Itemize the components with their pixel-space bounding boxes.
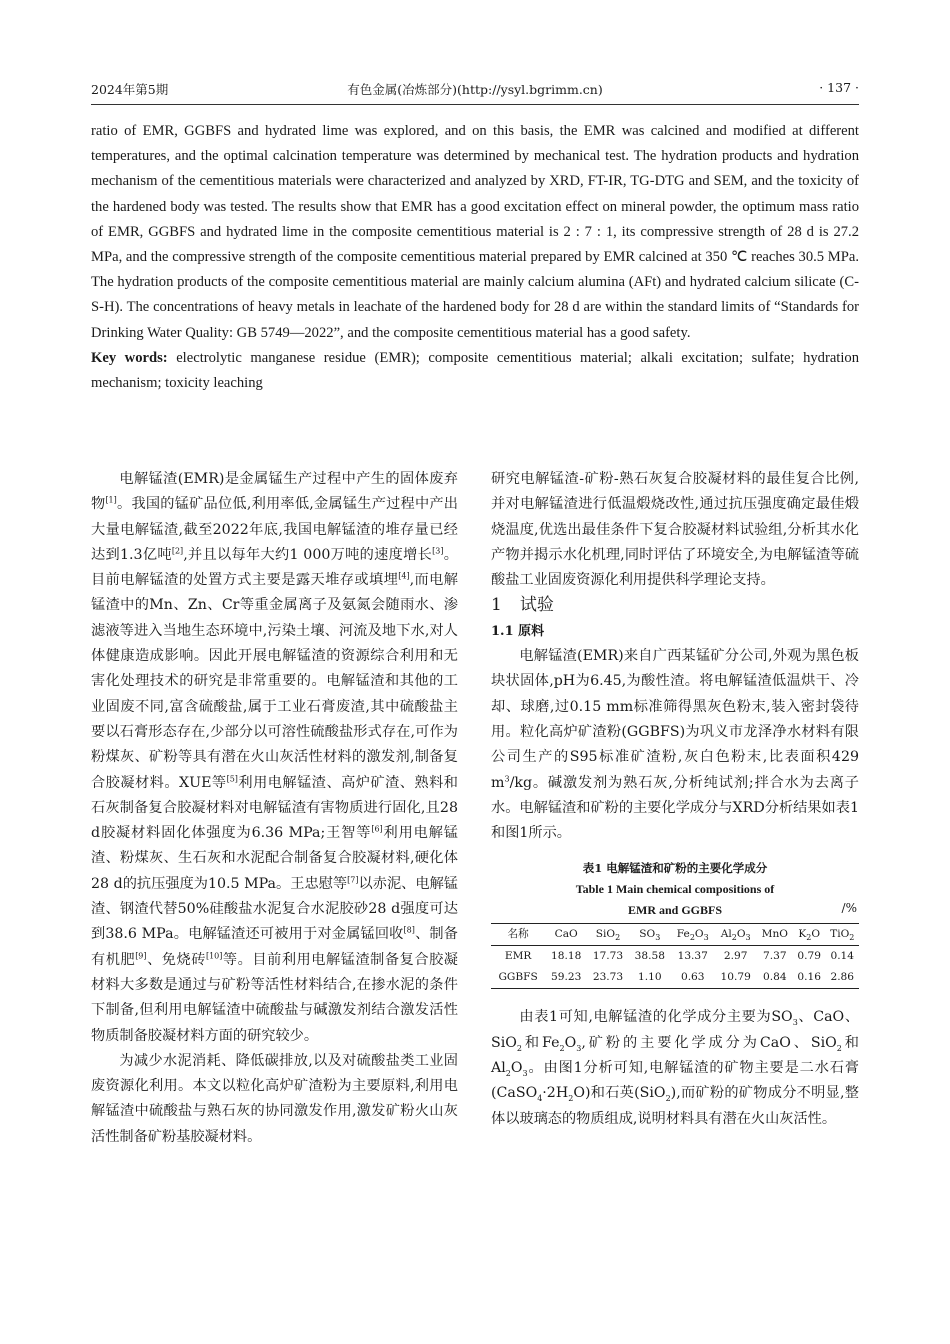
table-header: 名称 (507, 928, 529, 941)
table-cell: EMR (504, 950, 532, 963)
keywords-label: Key words: (91, 349, 168, 366)
composition-table (491, 923, 859, 989)
table-cell: 0.79 (797, 950, 822, 963)
analysis-paragraph: 由表1可知,电解锰渣的化学成分主要为$SO_3$、CaO、SiO$_2$和$Fe_2O_3$,矿粉的主要化学成分为CaO、SiO$_2$和$Al_2O_3$。由图1分析可知,电解锰渣的矿物主要是二水石膏$(CaSO_4\cdot 2H_2O)$和石英(SiO$_2$),而矿粉的矿物成分不明显,整体以玻璃态的物质组成,说明材料具有潜在火山灰活性。 (491, 1009, 860, 1127)
citation[interactable]: [5] (226, 773, 238, 783)
section-heading (491, 593, 859, 618)
table-cell: 18.18 (551, 950, 582, 963)
table-cell: 17.73 (592, 950, 624, 963)
intro-paragraph-continued: 研究电解锰渣-矿粉-熟石灰复合胶凝材料的最佳复合比例,并对电解锰渣进行低温煅烧改性,通过抗压强度确定最佳煅烧温度,优选出最佳条件下复合胶凝材料试验组,分析其水化产物并揭示水化机理,同时评估了环境安全,为电解锰渣等硫酸盐工业固废资源化利用提供科学理论支持。 (491, 471, 859, 589)
header-rule (91, 104, 859, 105)
journal-title: 有色金属(冶炼部分)(http://ysyl.bgrimm.cn) (347, 82, 603, 97)
section-title: 试验 (519, 595, 554, 616)
intro-paragraph-2: 为减少水泥消耗、降低碳排放,以及对硫酸盐类工业固废资源化利用。本文以粒化高炉矿渣粉为主要原料,利用电解锰渣中硫酸盐与熟石灰的协同激发作用,激发矿粉火山灰活性制备矿粉基胶凝材料。 (91, 1052, 458, 1145)
citation[interactable]: [4] (398, 571, 410, 581)
table-cell: 2.86 (830, 971, 855, 984)
table-caption-en: Table 1 Main chemical compositions of (575, 882, 775, 897)
table-cell: 13.37 (677, 950, 708, 963)
citation[interactable]: [6] (371, 824, 383, 834)
keywords (91, 346, 859, 396)
table-row (491, 967, 859, 989)
table-cell: 38.58 (634, 950, 665, 963)
table-header: $Al_2O_3$ (720, 928, 751, 943)
section-number: 1 (491, 595, 502, 616)
citation[interactable]: [9] (135, 950, 147, 960)
table-cell: GGBFS (498, 971, 538, 984)
citation[interactable]: [8] (403, 925, 415, 935)
table-header: CaO (554, 928, 578, 941)
table-cell: 23.73 (592, 971, 624, 984)
right-column (491, 467, 859, 1132)
table-header: $K_2O$ (798, 928, 821, 943)
abstract-text: ratio of EMR, GGBFS and hydrated lime was explored, and on this basis, the EMR was calcined and modified at different temperatures, and the optimal calcination temperature was determined by mechanical test. The hydration products and hydration mechanism of the cementitious materials were characterized and analyzed by XRD, FT-IR, TG-DTG and SEM, and the toxicity of the hardened body was tested. The results show that EMR has a good excitation effect on mineral powder, the optimum mass ratio of EMR, GGBFS and hydrated lime in the composite cementitious material is 2 : 7 : 1, its compressive strength of 28 d is 27.2 MPa, and the compressive strength of the composite cementitious material prepared by EMR calcined at 350 ℃ reaches 30.5 MPa. The hydration products of the composite cementitious material are mainly calcium alumina (AFt) and hydrated calcium silicate (C-S-H). The concentrations of heavy metals in leachate of the hardened body for 28 d are within the standard limits of “Standards for Drinking Water Quality: GB 5749—2022”, and the composite cementitious material has a good safety. (91, 123, 859, 341)
table-cell: 7.37 (762, 950, 787, 963)
subsection-heading: 1.1 原料 (491, 623, 545, 639)
table-cell: 0.14 (830, 950, 855, 963)
table-unit: /% (841, 901, 857, 916)
table-header: TiO$_2$ (830, 928, 855, 943)
citation[interactable]: [2] (171, 546, 184, 556)
english-abstract (91, 119, 859, 396)
table-caption-cn: 表1 电解锰渣和矿粉的主要化学成分 (582, 861, 768, 876)
citation[interactable]: [10] (205, 950, 223, 960)
citation[interactable]: [3] (432, 546, 444, 556)
table-cell: 1.10 (638, 971, 662, 984)
issue-label: 2024年第5期 (91, 82, 169, 97)
citation[interactable]: [7] (347, 875, 359, 885)
table-cell: 0.84 (762, 971, 787, 984)
table-caption-en-2: EMR and GGBFS (627, 903, 723, 918)
table-cell: 0.16 (797, 971, 822, 984)
running-header (91, 80, 859, 102)
intro-paragraph-1: 电解锰渣(EMR)是金属锰生产过程中产生的固体废弃物[1]。我国的锰矿品位低,利用率低,金属锰生产过程中产出大量电解锰渣,截至2022年底,我国电解锰渣的堆存量已经达到1.3亿吨[2],并且以每年大约1 000万吨的速度增长[3]。目前电解锰渣的处置方式主要是露天堆存或填埋[4],而电解锰渣中的Mn、Zn、Cr等重金属离子及氨氮会随雨水、渗滤液等进入当地生态环境中,污染土壤、河流及地下水,对人体健康造成影响。因此开展电解锰渣的资源综合利用和无害化处理技术的研究是非常重要的。电解锰渣和其他的工业固废不同,富含硫酸盐,属于工业石膏废渣,其中硫酸盐主要以石膏形态存在,少部分以可溶性硫酸盐形式存在,可作为粉煤灰、矿粉等具有潜在火山灰活性材料的激发剂,制备复合胶凝材料。XUE等[5]利用电解锰渣、高炉矿渣、熟料和石灰制备复合胶凝材料对电解锰渣有害物质进行固化,且28 d胶凝材料固化体强度为6.36 MPa;王智等[6]利用电解锰渣、粉煤灰、生石灰和水泥配合制备复合胶凝材料,硬化体28 d的抗压强度为10.5 MPa。王忠慰等[7]以赤泥、电解锰渣、钢渣代替50%硅酸盐水泥复合水泥胶砂28 d强度可达到38.6 MPa。电解锰渣还可被用于对金属锰回收[8]、制备有机肥[9]、免烧砖[10]等。目前利用电解锰渣制备复合胶凝材料大多数是通过与矿粉等活性材料结合,在掺水泥的条件下制备,但利用电解锰渣中硫酸盐与碱激发剂结合激发活性物质制备胶凝材料方面的研究较少。 (91, 471, 458, 1044)
keywords-list: electrolytic manganese residue (EMR); composite cementitious material; alkali excitation; sulfate; hydration mechanism; toxicity leaching (91, 349, 859, 392)
table-cell: 0.63 (680, 971, 705, 984)
table-header: MnO (761, 928, 788, 941)
materials-paragraph: 电解锰渣(EMR)来自广西某锰矿分公司,外观为黑色板块状固体,pH为6.45,为酸性渣。将电解锰渣低温烘干、冷却、球磨,过0.15 mm标准筛得黑灰色粉末,装入密封袋待用。粒化高炉矿渣粉(GGBFS)为巩义市龙泽净水材料有限公司生产的S95标准矿渣粉,灰白色粉末,比表面积429 $m^3/kg$。碱激发剂为熟石灰,分析纯试剂;拌合水为去离子水。电解锰渣和矿粉的主要化学成分与XRD分析结果如表1和图1所示。 (491, 648, 859, 842)
citation[interactable]: [1] (105, 495, 117, 505)
table-row (491, 946, 859, 968)
left-column (91, 467, 458, 1150)
table-header: SiO$_2$ (595, 928, 621, 943)
page-number: · 137 · (819, 80, 859, 95)
table-cell: 10.79 (720, 971, 751, 984)
table-header-row (491, 924, 859, 946)
table-header: $SO_3$ (639, 928, 661, 943)
table-cell: 2.97 (723, 950, 748, 963)
table-header: $Fe_2O_3$ (676, 928, 709, 943)
table-cell: 59.23 (551, 971, 582, 984)
